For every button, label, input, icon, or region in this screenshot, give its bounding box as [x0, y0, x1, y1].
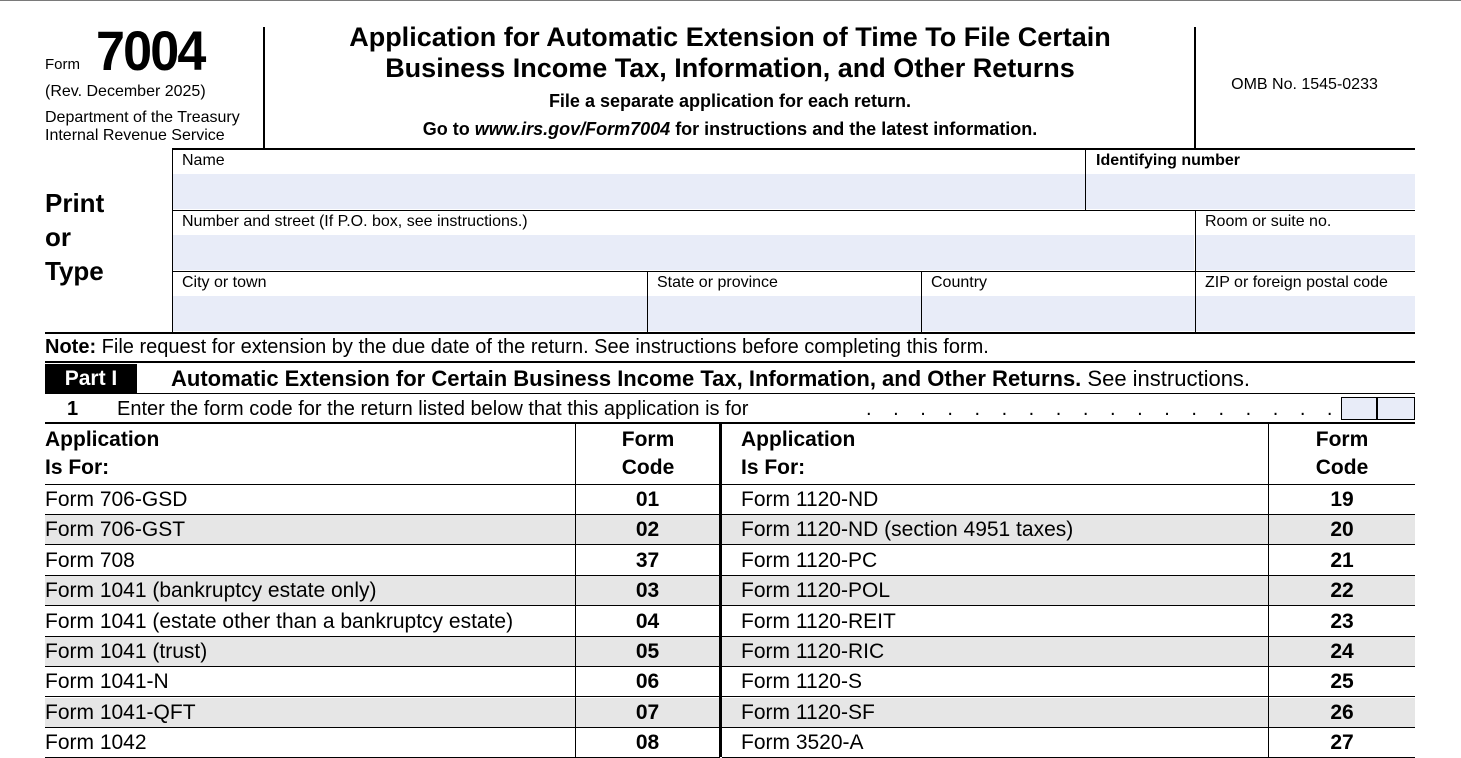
- right-header-form-code: [1269, 426, 1415, 482]
- left-header-form-code: [576, 426, 720, 482]
- state-label: State or province: [657, 274, 778, 291]
- part-i-title: [171, 365, 1250, 393]
- top-border: [0, 0, 1461, 1]
- department-line1: Department of the Treasury: [45, 109, 240, 126]
- line-1: [45, 397, 748, 421]
- form-name: Form 1120-POL: [741, 579, 890, 603]
- right-table-row: [722, 728, 1415, 758]
- rule-left-code-col: [575, 424, 576, 757]
- right-table-row: [722, 546, 1415, 576]
- department-line2: Internal Revenue Service: [45, 127, 225, 144]
- part-i-badge: Part I: [45, 364, 137, 393]
- note-label: Note:: [45, 336, 97, 358]
- form-code: 26: [1330, 700, 1354, 724]
- form-name: Form 1120-SF: [741, 700, 875, 724]
- irs-link[interactable]: www.irs.gov/Form7004: [474, 119, 671, 139]
- subtitle-post: for instructions and the latest information.: [670, 119, 1038, 139]
- form-name: Form 1041 (estate other than a bankruptcy estate): [45, 609, 514, 633]
- form-title-line1: Application for Automatic Extension of Time To File Certain: [349, 22, 1111, 52]
- right-header-application: [741, 426, 855, 482]
- right-header-application-line2: Is For:: [741, 456, 806, 479]
- form-code: 24: [1330, 640, 1354, 663]
- name-label: Name: [182, 152, 225, 169]
- right-table-row: [722, 637, 1415, 667]
- subtitle-instructions: [265, 119, 1195, 140]
- subtitle-separate-application: File a separate application for each return.: [548, 91, 912, 111]
- street-field[interactable]: [173, 235, 1194, 270]
- left-header-application-line2: Is For:: [45, 456, 110, 479]
- form-code: 20: [1330, 518, 1354, 542]
- subtitle-pre: Go to: [422, 119, 475, 139]
- form-name: Form 1120-RIC: [741, 640, 885, 663]
- city-field[interactable]: [173, 296, 647, 331]
- form-title-line2: Business Income Tax, Information, and Other Returns: [385, 53, 1075, 83]
- left-header-application-line1: Application: [45, 428, 160, 451]
- form-code: 02: [635, 518, 660, 542]
- form-name: Form 1120-PC: [741, 548, 878, 572]
- rule-header-bottom: [45, 484, 1415, 485]
- state-field[interactable]: [648, 296, 921, 331]
- left-table-row: [45, 728, 720, 758]
- form-code: 05: [635, 640, 660, 663]
- form-name: Form 1041-QFT: [45, 700, 196, 724]
- line-1-number: 1: [67, 398, 79, 420]
- rule-part-bottom: [45, 393, 1415, 394]
- right-table-row: [722, 515, 1415, 545]
- revision-date: (Rev. December 2025): [45, 83, 206, 100]
- rule-table-top: [45, 422, 1415, 424]
- form-code: 25: [1330, 670, 1354, 694]
- line-1-leader-dots: . . . . . . . . . . . . . . . . . .: [866, 398, 1341, 420]
- form-code-digit-1[interactable]: [1341, 397, 1377, 420]
- form-name: Form 706-GST: [45, 518, 186, 542]
- right-header-code-line2: Code: [1315, 456, 1369, 479]
- form-name: Form 1120-ND (section 4951 taxes): [741, 518, 1074, 542]
- form-name: Form 1120-ND: [741, 488, 879, 511]
- print-word: Print: [45, 188, 105, 218]
- city-label: City or town: [182, 274, 267, 291]
- form-code: 04: [635, 609, 660, 633]
- rule-block-bottom: [45, 332, 1415, 334]
- form-code: 08: [635, 731, 660, 755]
- left-table-row: [45, 698, 720, 728]
- right-header-code-line1: Form: [1315, 428, 1369, 451]
- left-table-row: [45, 576, 720, 606]
- left-header-code-line2: Code: [621, 456, 675, 479]
- form-code: 27: [1330, 731, 1354, 755]
- form-name: Form 1042: [45, 731, 147, 755]
- form-code: 22: [1330, 579, 1354, 603]
- type-word: Type: [45, 256, 104, 286]
- form-name: Form 706-GSD: [45, 488, 188, 511]
- form-title: [265, 22, 1195, 84]
- rule-right-code-col: [1268, 424, 1269, 757]
- or-word: or: [45, 222, 71, 252]
- part-i-title-suffix: See instructions.: [1081, 366, 1251, 391]
- form-name: Form 3520-A: [741, 731, 864, 755]
- left-header-code-line1: Form: [621, 428, 675, 451]
- form-code: 19: [1330, 488, 1354, 511]
- form-name: Form 708: [45, 548, 135, 572]
- right-table-row: [722, 485, 1415, 515]
- rule-note-bottom: [45, 361, 1415, 363]
- form-code: 06: [635, 670, 660, 694]
- form-number: 7004: [96, 19, 205, 82]
- form-name: Form 1120-REIT: [741, 609, 896, 633]
- form-code: 21: [1330, 548, 1354, 572]
- print-or-type-label: [45, 186, 104, 288]
- form-code: 03: [635, 579, 660, 603]
- part-i-title-bold: Automatic Extension for Certain Business Income Tax, Information, and Other Returns.: [171, 366, 1082, 391]
- room-label: Room or suite no.: [1205, 213, 1332, 230]
- rule-row1: [172, 210, 1415, 211]
- form-name: Form 1041 (bankruptcy estate only): [45, 579, 377, 603]
- right-table-row: [722, 607, 1415, 637]
- form-code: 07: [635, 700, 660, 724]
- country-field[interactable]: [922, 296, 1195, 331]
- form-word: Form: [45, 56, 80, 73]
- left-table-row: [45, 485, 720, 515]
- omb-number: OMB No. 1545-0233: [1231, 76, 1378, 93]
- zip-field[interactable]: [1196, 296, 1415, 331]
- form-code: 37: [635, 548, 660, 572]
- right-table-row: [722, 698, 1415, 728]
- identifying-number-label: Identifying number: [1096, 152, 1240, 169]
- note-text: File request for extension by the due date of the return. See instructions before completing this form.: [96, 336, 989, 358]
- right-table-row: [722, 576, 1415, 606]
- left-table-row: [45, 515, 720, 545]
- name-field[interactable]: [173, 174, 1085, 209]
- form-name: Form 1120-S: [741, 670, 862, 694]
- form-code-digit-2[interactable]: [1377, 397, 1415, 420]
- note: [45, 336, 989, 359]
- form-name: Form 1041-N: [45, 670, 169, 694]
- left-table-row: [45, 667, 720, 697]
- left-table-row: [45, 637, 720, 667]
- rule-row2: [172, 271, 1415, 272]
- rule-top: [172, 148, 1415, 150]
- left-header-application: [45, 426, 159, 482]
- header-divider-right: [1194, 27, 1196, 150]
- line-1-text: Enter the form code for the return listed below that this application is for: [117, 398, 749, 420]
- room-field[interactable]: [1196, 235, 1415, 270]
- form-code: 23: [1330, 609, 1354, 633]
- form-code: 01: [635, 488, 660, 511]
- right-table-row: [722, 667, 1415, 697]
- country-label: Country: [931, 274, 988, 291]
- form-name: Form 1041 (trust): [45, 640, 208, 663]
- right-header-application-line1: Application: [741, 428, 856, 451]
- rule-table-center: [719, 424, 722, 757]
- department: [45, 109, 240, 145]
- street-label: Number and street (If P.O. box, see instructions.): [182, 213, 528, 230]
- left-table-row: [45, 607, 720, 637]
- left-table-row: [45, 546, 720, 576]
- identifying-number-field[interactable]: [1086, 174, 1415, 209]
- zip-label: ZIP or foreign postal code: [1205, 274, 1388, 291]
